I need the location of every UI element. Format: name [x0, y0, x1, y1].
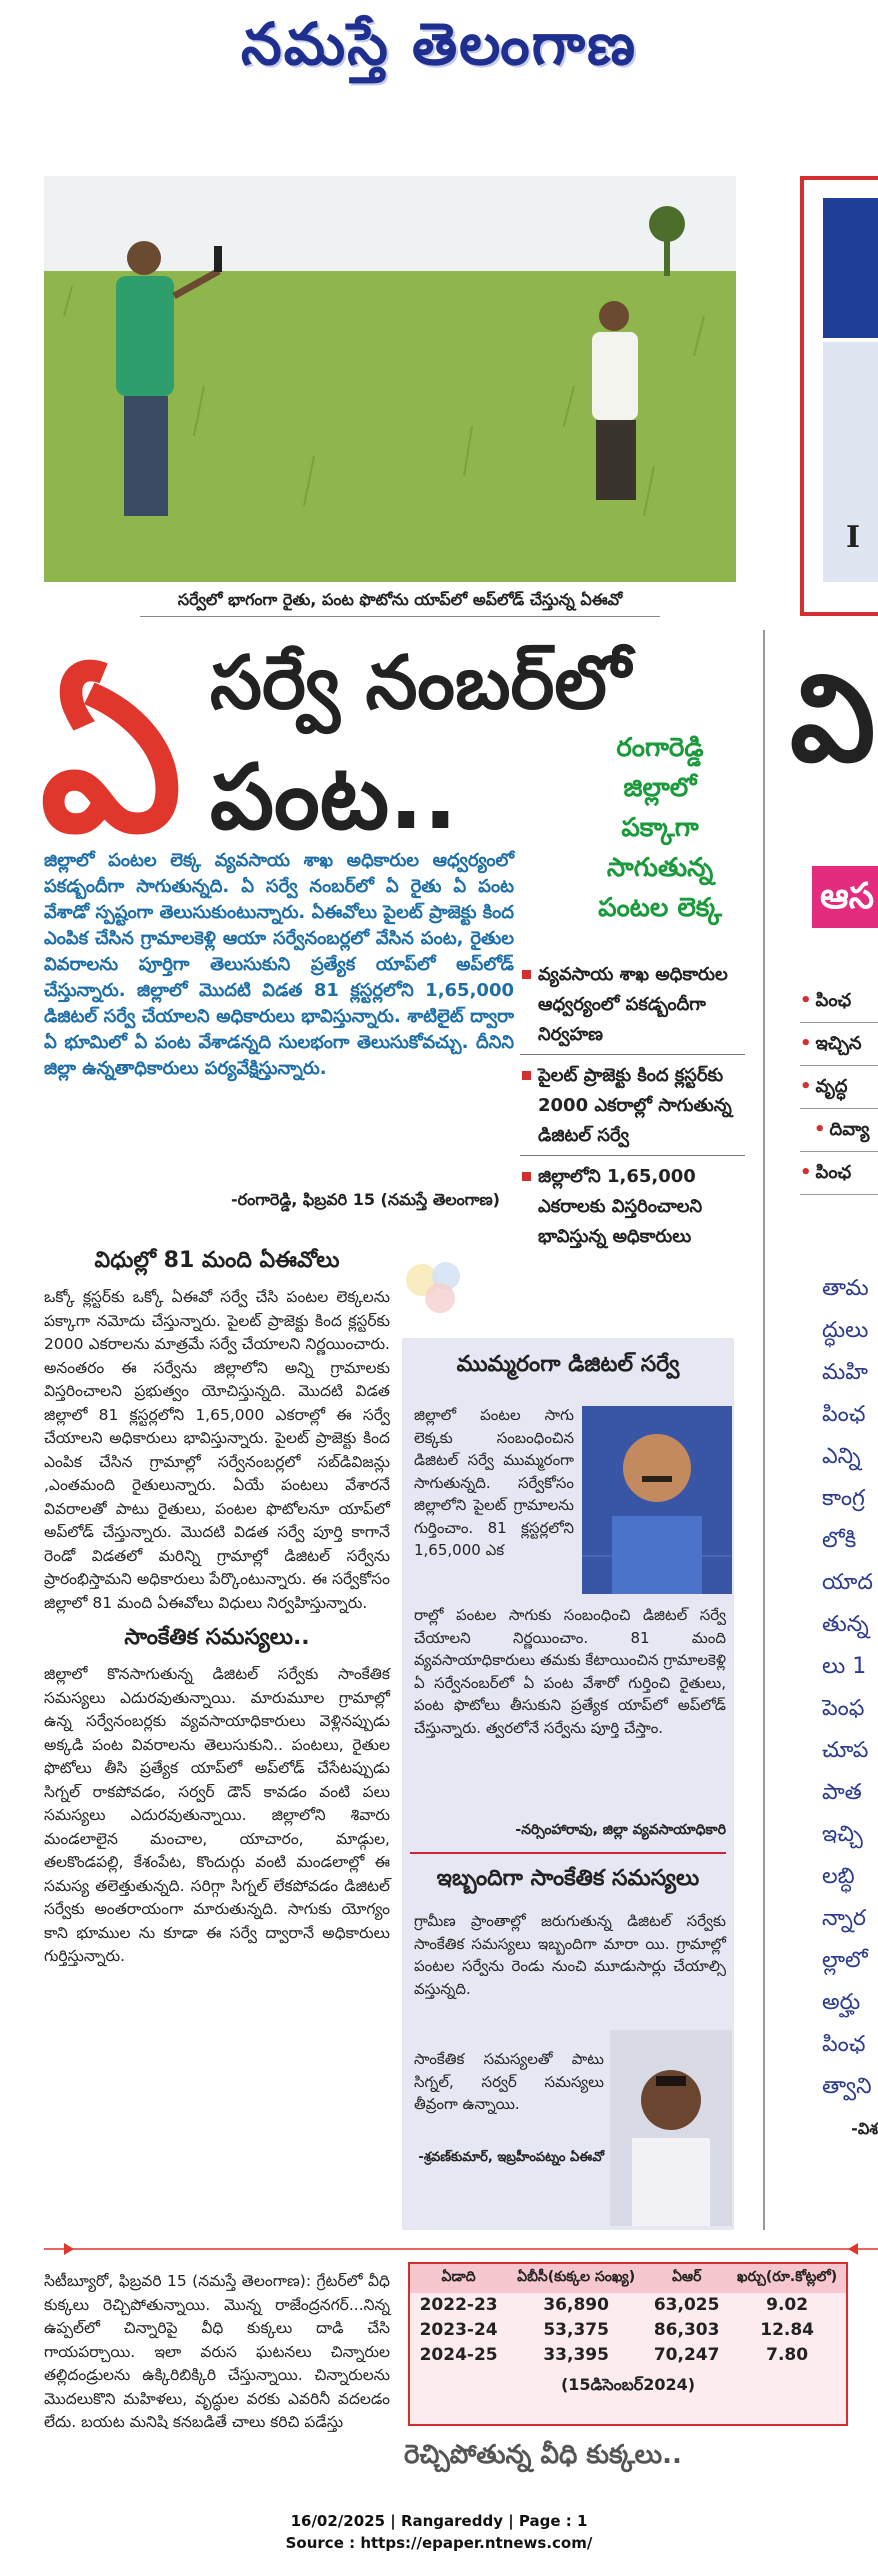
column-rule [763, 630, 765, 2230]
highlight-item: పైలట్ ప్రాజెక్టు కింద క్లస్టర్‌కు 2000 ఎకరాల్లో సాగుతున్న డిజిటల్ సర్వే [520, 1061, 745, 1156]
table-header: ఏఆర్ [645, 2264, 728, 2293]
intro-paragraph: జిల్లాలో పంటల లెక్క వ్యవసాయ శాఖ అధికారుల ఆధ్వర్యంలో పకడ్బందీగా సాగుతున్నది. ఏ సర్వే నంబర్‌లో ఏ రైతు ఏ పంట వేశాడో స్పష్టంగా తెలుసుకుంటున్నారు. ఏఈవోలు పైలట్ ప్రాజెక్టు కింద ఎంపిక చేసిన గ్రామాలకెళ్లి ఆయా సర్వేనంబర్లలో వేసిన పంట, రైతుల వివరాలను పూర్తిగా తెలుసుకుని ప్రత్యేక యాప్‌లో అప్‌లోడ్ చేస్తున్నారు. జిల్లాలో మొదటి విడత 81 క్లస్టర్లలోని 1,65,000 డిజిటల్ సర్వే చేయాలని అధికారులు భావిస్తున్నారు. శాటిలైట్ ద్వారా ఏ భూమిలో ఏ పంట వేశాడన్నది సులభంగా తెలుసుకోవచ్చు. దీనిని జిల్లా ఉన్నతాధికారులు పర్యవేక్షిస్తున్నారు. [44, 850, 514, 1079]
neighbor-line: పింఛ [822, 2032, 866, 2057]
neighbor-line: లు 1 [822, 1654, 867, 1679]
dateline: -రంగారెడ్డి, ఫిబ్రవరి 15 (నమస్తే తెలంగాణ) [230, 1190, 500, 1209]
box-heading-2: ఇబ్బందిగా సాంకేతిక సమస్యలు [436, 1866, 700, 1891]
table-cell: 7.80 [766, 2345, 809, 2365]
ad-banner-top [823, 198, 878, 338]
highlights [520, 960, 745, 1262]
neighbor-line: అర్హు [822, 1990, 861, 2015]
box-text-1a: జిల్లాలో పంటల సాగు లెక్కకు సంబంధించిన డిజిటల్ సర్వే ముమ్మరంగా సాగుతున్నది. సర్వేకోసం జిల్లాలోని పైలట్ గ్రామాలను గుర్తించాం. 81 క్లస్టర్లలోని 1,65,000 ఎక [414, 1406, 574, 1559]
side-headline [560, 728, 760, 928]
neighbor-line: తున్న [822, 1612, 869, 1637]
box-text-2b: సాంకేతిక సమస్యలతో పాటు సిగ్నల్, సర్వర్ సమస్యలు తీవ్రంగా ఉన్నాయి. [414, 2050, 604, 2113]
table-row [410, 2343, 846, 2368]
headline-initial: ఏ [40, 642, 183, 877]
neighbor-signature: -విశ [851, 2119, 878, 2138]
table-header: ఖర్చు(రూ.కోట్లలో) [728, 2264, 846, 2293]
table-cell: 86,303 [653, 2320, 720, 2340]
stray-dogs-body: సిటీబ్యూరో, ఫిబ్రవరి 15 (నమస్తే తెలంగాణ): గ్రేటర్‌లో వీధి కుక్కలు రెచ్చిపోతున్నాయి. మొన్న రాజేంద్రనగర్...నిన్న ఉప్పల్‌లో చిన్నారిపై వీధి కుక్కలు దాడి చేసి గాయపర్చాయి. ఇలా వరుస ఘటనలు చిన్నారుల తల్లిదండ్రులను ఉక్కిరిబిక్కిరి చేస్తున్నాయి. చిన్నారులను మొదలుకొని మహిళలు, వృద్ధుల వరకు ఎవరినీ వదలడం లేదు. బయట మనిషి కనబడితే చాలు కరిచి పడేస్తు [44, 2272, 390, 2431]
neighbor-bullet: • వృద్ధ [800, 1066, 878, 1109]
neighbor-line: ద్ధులు [822, 1318, 869, 1343]
highlight-item: జిల్లాలోని 1,65,000 ఎకరాలకు విస్తరించాలని భావిస్తున్న అధికారులు [520, 1162, 745, 1256]
page-footer [0, 2510, 878, 2554]
footer-source-link[interactable]: Source : https://epaper.ntnews.com/ [285, 2534, 593, 2552]
neighbor-bullet: • ఇచ్చిన [800, 1023, 878, 1066]
neighbor-bullet: • పింఛ [800, 1152, 878, 1195]
table-cell: 2024-25 [419, 2345, 498, 2365]
neighbor-line: త్వాని [822, 2074, 872, 2099]
side-headline-line: పక్కాగా [621, 813, 699, 843]
stray-dogs-caption: రెచ్చిపోతున్న వీధి కుక్కలు.. [404, 2440, 682, 2470]
table-row [410, 2318, 846, 2343]
table-row [410, 2293, 846, 2318]
section-body: జిల్లాలో కొనసాగుతున్న డిజిటల్ సర్వేకు సాంకేతిక సమస్యలు ఎదురవుతున్నాయి. మారుమూల గ్రామాల్లో ఉన్న సర్వేనంబర్లకు వ్యవసాయాధికారులు వెళ్లినప్పుడు అక్కడి పంట వివరాలను తెలుసుకుని.. పంటలు, రైతుల ఫొటోలు తీసి ప్రత్యేక యాప్‌లో అప్‌లోడ్ చేసేటప్పుడు సిగ్నల్ రాకపోవడం, సర్వర్ డౌన్ కావడం వంటి పలు సమస్యలు ఎదురవుతున్నాయి. జిల్లాలోని శివారు మండలాలైన మంచాల, యాచారం, మాడ్గుల, తలకొండపల్లి, కేశంపేట, కొందుర్గు వంటి మండలాల్లో ఈ సమస్య తలెత్తుతున్నది. సరిగ్గా సిగ్నల్ లేకపోవడం డిజిటల్ సర్వేకు అంతరాయంగా మారుతున్నది. సాగుకు యోగ్యం కాని భూముల ను కూడా ఈ సర్వే ద్వారానే అధికారులు గుర్తిస్తున్నారు. [44, 1665, 390, 1965]
officer-photo [582, 1406, 732, 1594]
footer-date: 16/02/2025 | Rangareddy | Page : 1 [290, 2512, 588, 2530]
table-cell: 2023-24 [419, 2320, 498, 2340]
table-cell: 2022-23 [419, 2295, 498, 2315]
neighbor-subhead: ఆస [812, 866, 878, 928]
neighbor-line: పాత [822, 1780, 862, 1805]
decorative-sun-icon [400, 1258, 486, 1318]
neighbor-line: చూప [822, 1738, 869, 1763]
dogs-stats-table [408, 2262, 848, 2426]
box-text-1b: రాల్లో పంటల సాగుకు సంబంధించి డిజిటల్ సర్వే చేయాలని నిర్ణయించాం. 81 మంది వ్యవసాయాధికారులు తమకు కేటాయించిన గ్రామాలకెళ్లి ఏ సర్వేనంబర్‌లో ఏ పంట వేశారో గుర్తించి రైతులు, పంట ఫొటోలు తీసుకుని ప్రత్యేక యాప్‌లో అప్‌లోడ్ చేస్తున్నారు. త్వరలోనే సర్వేను పూర్తి చేస్తాం. [414, 1606, 726, 1737]
neighbor-line: ఎన్ని [822, 1444, 861, 1469]
highlight-item: వ్యవసాయ శాఖ అధికారుల ఆధ్వర్యంలో పకడ్బందీగా నిర్వహణ [520, 960, 745, 1055]
section-aeos [44, 1248, 390, 1969]
neighbor-line: ఇచ్చి [822, 1822, 863, 1847]
table-cell: 9.02 [766, 2295, 809, 2315]
box-heading-1: ముమ్మరంగా డిజిటల్ సర్వే [456, 1352, 680, 1377]
field-photo [44, 176, 736, 582]
neighbor-bullets [800, 980, 878, 1195]
table-cell: 70,247 [653, 2345, 720, 2365]
section-heading: సాంకేతిక సమస్యలు.. [124, 1625, 310, 1650]
table-note: (15డిసెంబర్2024) [560, 2375, 696, 2394]
neighbor-body [822, 1268, 878, 2150]
neighbor-line: పెంఫ [822, 1696, 865, 1721]
neighbor-line: లోకి [822, 1528, 857, 1553]
ad-banner-letter: I [846, 520, 861, 555]
headline-line1: సర్వే నంబర్‌లో [210, 640, 631, 726]
box-signature-1: -నర్సింహారావు, జిల్లా వ్యవసాయాధికారి [515, 1822, 726, 1838]
box-signature-2: -శ్రవణ్‌కుమార్, ఇబ్రహీంపట్నం ఏఈవో [418, 2150, 604, 2165]
masthead [0, 0, 878, 90]
table-cell: 12.84 [760, 2320, 815, 2340]
neighbor-line: న్నార [822, 1906, 866, 1931]
table-cell: 53,375 [543, 2320, 609, 2340]
table-header: ఏడాది [410, 2264, 507, 2293]
section-heading: విధుల్లో 81 మంది ఏఈవోలు [94, 1248, 340, 1273]
masthead-title: నమస్తే తెలంగాణ [241, 10, 637, 78]
neighbor-line: మహి [822, 1360, 869, 1385]
photo-caption: సర్వేలో భాగంగా రైతు, పంట ఫొటోను యాప్‌లో అప్‌లోడ్ చేస్తున్న ఏఈవో [140, 590, 660, 617]
neighbor-bullet-cont: • దివ్యా [800, 1109, 878, 1152]
neighbor-line: లబ్ధి [822, 1864, 855, 1889]
table-cell: 33,395 [543, 2345, 609, 2365]
neighbor-headline: వి [790, 650, 876, 789]
box-divider [410, 1852, 726, 1854]
table-cell: 63,025 [653, 2295, 720, 2315]
neighbor-line: తామ [822, 1276, 869, 1301]
box-text-2a: గ్రామీణ ప్రాంతాల్లో జరుగుతున్న డిజిటల్ సర్వేకు సాంకేతిక సమస్యలు ఇబ్బందిగా మారా యి. గ్రామాల్లో పంటల సర్వేను రెండు నుంచి మూడుసార్లు చేయాల్సి వస్తున్నది. [414, 1912, 726, 1998]
neighbor-line: యాద [822, 1570, 873, 1595]
table-cell: 36,890 [543, 2295, 609, 2315]
section-separator [44, 2242, 878, 2256]
side-headline-line: జిల్లాలో [623, 773, 697, 803]
table-header: ఏబీసీ(కుక్కల సంఖ్య) [507, 2264, 645, 2293]
section-body: ఒక్కో క్లస్టర్‌కు ఒక్కో ఏఈవో సర్వే చేసి పంటల లెక్కలను పక్కాగా నమోదు చేస్తున్నారు. పైలట్ ప్రాజెక్టు కింద క్లస్టర్‌కు 2000 ఎకరాలను మాత్రమే సర్వే చేయాలని నిర్ణయించారు. అనంతరం ఈ సర్వేను జిల్లాలోని అన్ని గ్రామాలకు విస్తరించాలని ప్రభుత్వం యోచిస్తున్నది. మొదటి విడత జిల్లాలో 81 క్లస్టర్లలోని 1,65,000 ఎకరాల్లో ఈ సర్వే చేయాలని అధికారులు భావిస్తున్నారు. పైలట్ ప్రాజెక్టు కింద ఎంపిక చేసిన గ్రామాల్లో సర్వేనంబర్లలో సబ్‌డివిజన్లు ,ఎంతమంది రైతులున్నారు. ఏయే పంటలు వేశారనే వివరాలతో పాటు రైతులు, పంటల ఫొటోలనూ యాప్‌లో అప్‌లోడ్ చేస్తున్నారు. మొదటి విడత సర్వే పూర్తి కాగానే రెండో విడతలో మరిన్ని గ్రామాల్లో డిజిటల్ సర్వేను ప్రారంభిస్తామని అధికారులు పేర్కొంటున్నారు. ఈ సర్వేకోసం జిల్లాలో 81 మంది ఏఈవోలు విధులు నిర్వహిస్తున్నారు. [44, 1288, 390, 1612]
neighbor-line: కాంగ్ర [822, 1486, 865, 1511]
side-headline-line: పంటల లెక్క [598, 893, 722, 923]
side-headline-line: సాగుతున్న [606, 853, 714, 883]
neighbor-line: ల్లాలో [822, 1948, 868, 1973]
neighbor-line: పింఛ [822, 1402, 866, 1427]
side-headline-line: రంగారెడ్డి [616, 733, 704, 763]
neighbor-bullet: • పింఛ [800, 980, 878, 1023]
aeo-photo [610, 2030, 732, 2226]
headline-line2: పంట.. [210, 745, 458, 850]
